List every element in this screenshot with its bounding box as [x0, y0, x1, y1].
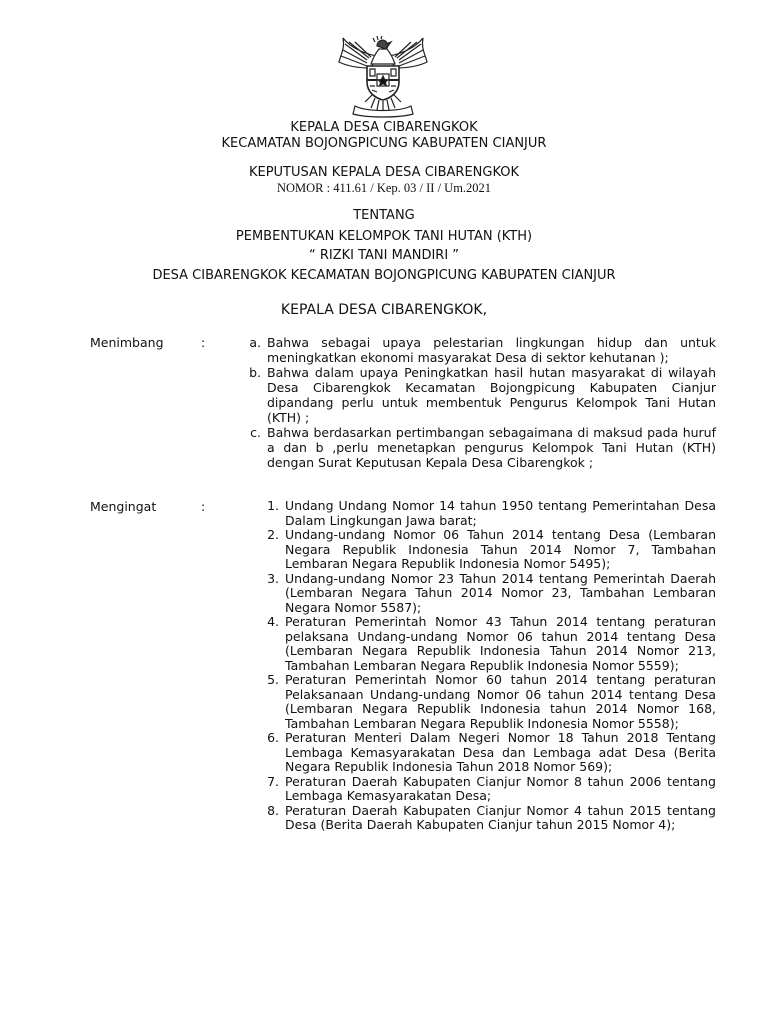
- list-marker: 6.: [267, 730, 279, 745]
- subject-line-3: DESA CIBARENGKOK KECAMATAN BOJONGPICUNG KABUPATEN CIANJUR: [152, 268, 616, 283]
- list-item-text: Bahwa berdasarkan pertimbangan sebagaimana di maksud pada huruf a dan b ,perlu menetapkan pengurus Kelompok Tani Hutan (KTH) dengan Surat Keputusan Kepala Desa Cibarengkok ;: [267, 425, 716, 470]
- menimbang-colon: :: [201, 335, 206, 350]
- list-item-text: Peraturan Daerah Kabupaten Cianjur Nomor 8 tahun 2006 tentang Lembaga Kemasyarakatan Desa;: [285, 773, 716, 803]
- subject-line-1: PEMBENTUKAN KELOMPOK TANI HUTAN (KTH): [235, 229, 533, 244]
- list-item-text: Undang Undang Nomor 14 tahun 1950 tentang Pemerintahan Desa Dalam Lingkungan Jawa barat;: [285, 498, 716, 528]
- institution-line-2: KECAMATAN BOJONGPICUNG KABUPATEN CIANJUR: [221, 136, 547, 151]
- list-item: [267, 570, 716, 616]
- list-item: [249, 335, 716, 365]
- subject-line-2: “ RIZKI TANI MANDIRI ”: [308, 248, 460, 263]
- list-item: [267, 672, 716, 731]
- tentang-heading: TENTANG: [353, 208, 415, 223]
- decision-number: NOMOR : 411.61 / Kep. 03 / II / Um.2021: [276, 181, 492, 195]
- list-item: [267, 730, 716, 775]
- menimbang-label: Menimbang: [90, 335, 164, 350]
- menimbang-list: [249, 335, 716, 470]
- list-item-text: Peraturan Daerah Kabupaten Cianjur Nomor 4 tahun 2015 tentang Desa (Berita Daerah Kabupaten Cianjur tahun 2015 Nomor 4);: [285, 802, 716, 832]
- garuda-emblem-icon: [337, 36, 429, 118]
- list-item-text: Peraturan Pemerintah Nomor 60 tahun 2014 tentang peraturan Pelaksanaan Undang-undang Nomor 06 tahun 2014 tentang Desa (Lembaran Negara Republik Indonesia tahun 2014 Nomor 168, Tambahan Lembaran Negara Republik Indonesia Nomor 5558);: [285, 672, 716, 731]
- list-item-text: Bahwa dalam upaya Peningkatkan hasil hutan masyarakat di wilayah Desa Cibarengkok Kecamatan Bojongpicung Kabupaten Cianjur dipandang perlu untuk membentuk Pengurus Kelompok Tani Hutan (KTH) ;: [267, 365, 716, 425]
- authority-heading: KEPALA DESA CIBARENGKOK,: [280, 302, 488, 318]
- list-item-text: Undang-undang Nomor 06 Tahun 2014 tentang Desa (Lembaran Negara Republik Indonesia Tahun 2014 Nomor 7, Tambahan Lembaran Negara Republik Indonesia Nomor 5495);: [285, 527, 716, 571]
- list-item-text: Undang-undang Nomor 23 Tahun 2014 tentang Pemerintah Daerah (Lembaran Negara Tahun 2014 Nomor 23, Tambahan Lembaran Negara Nomor 5587);: [285, 570, 716, 615]
- list-marker: a.: [249, 335, 261, 350]
- list-marker: 7.: [267, 773, 279, 789]
- list-item: [267, 614, 716, 673]
- list-marker: c.: [250, 425, 261, 440]
- mengingat-list: [267, 498, 716, 833]
- list-item: [250, 425, 716, 470]
- list-marker: 4.: [267, 614, 279, 629]
- list-marker: 5.: [267, 672, 279, 687]
- mengingat-label: Mengingat: [90, 499, 157, 514]
- list-item-text: Peraturan Pemerintah Nomor 43 Tahun 2014 tentang peraturan pelaksana Undang-undang Nomor 06 tahun 2014 tentang Desa (Lembaran Negara Republik Indonesia Tahun 2014 Nomor 213, Tambahan Lembaran Negara Republik Indonesia Nomor 5559);: [285, 614, 716, 673]
- decision-title: KEPUTUSAN KEPALA DESA CIBARENGKOK: [248, 165, 520, 180]
- list-marker: b.: [249, 365, 261, 380]
- list-item: [267, 802, 716, 833]
- institution-line-1: KEPALA DESA CIBARENGKOK: [290, 120, 478, 135]
- list-item: [267, 773, 716, 804]
- list-marker: 3.: [267, 570, 279, 586]
- list-item: [249, 365, 716, 425]
- mengingat-colon: :: [201, 499, 206, 514]
- list-item-text: Bahwa sebagai upaya pelestarian lingkungan hidup dan untuk meningkatkan ekonomi masyarakat Desa di sektor kehutanan );: [267, 335, 716, 365]
- list-item-text: Peraturan Menteri Dalam Negeri Nomor 18 Tahun 2018 Tentang Lembaga Kemasyarakatan Desa dan Lembaga adat Desa (Berita Negara Republik Indonesia Tahun 2018 Nomor 569);: [285, 730, 716, 774]
- list-item: [267, 527, 716, 572]
- list-marker: 1.: [267, 498, 279, 513]
- list-marker: 8.: [267, 802, 279, 818]
- list-marker: 2.: [267, 527, 279, 542]
- list-item: [267, 498, 716, 528]
